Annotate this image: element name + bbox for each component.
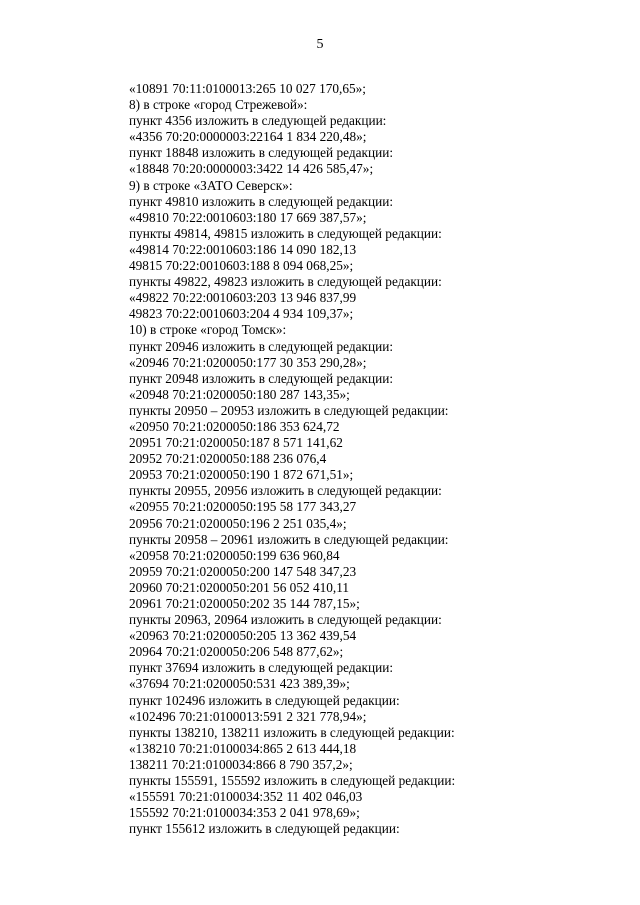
text-line: «18848 70:20:0000003:3422 14 426 585,47»; [129,161,374,177]
text-line: 155592 70:21:0100034:353 2 041 978,69»; [129,805,360,821]
text-line: пункты 20950 – 20953 изложить в следующей редакции: [129,402,449,418]
text-line: «102496 70:21:0100013:591 2 321 778,94»; [129,708,367,724]
text-line: пункт 155612 изложить в следующей редакции: [129,821,400,837]
text-line: пункты 138210, 138211 изложить в следующей редакции: [129,724,455,740]
text-line: пункт 20948 изложить в следующей редакции: [129,370,394,386]
text-line: «155591 70:21:0100034:352 11 402 046,03 [129,789,363,805]
text-line: пункт 49810 изложить в следующей редакции: [129,193,394,209]
text-line: «37694 70:21:0200050:531 423 389,39»; [129,676,350,692]
text-line: 49815 70:22:0010603:188 8 094 068,25»; [129,258,354,274]
text-line: «20948 70:21:0200050:180 287 143,35»; [129,386,350,402]
text-line: 9) в строке «ЗАТО Северск»: [129,177,293,193]
text-line: 10) в строке «город Томск»: [129,322,287,338]
text-line: пункт 4356 изложить в следующей редакции: [129,113,387,129]
text-line: пункт 18848 изложить в следующей редакции: [129,145,394,161]
text-line: 20960 70:21:0200050:201 56 052 410,11 [129,579,350,595]
text-line: «20958 70:21:0200050:199 636 960,84 [129,547,340,563]
text-line: 20964 70:21:0200050:206 548 877,62»; [129,644,344,660]
text-line: пункты 49822, 49823 изложить в следующей редакции: [129,274,442,290]
text-line: пункт 37694 изложить в следующей редакции: [129,660,394,676]
text-line: «10891 70:11:0100013:265 10 027 170,65»; [129,81,367,96]
text-line: 20952 70:21:0200050:188 236 076,4 [129,451,327,467]
text-line: 138211 70:21:0100034:866 8 790 357,2»; [129,756,353,772]
text-line: 8) в строке «город Стрежевой»: [129,97,308,113]
text-line: пункты 20955, 20956 изложить в следующей редакции: [129,483,442,499]
text-line: «20955 70:21:0200050:195 58 177 343,27 [129,499,357,515]
text-line: «138210 70:21:0100034:865 2 613 444,18 [129,740,357,756]
text-line: «20950 70:21:0200050:186 353 624,72 [129,418,340,434]
text-line: 20959 70:21:0200050:200 147 548 347,23 [129,563,357,579]
text-line: «49822 70:22:0010603:203 13 946 837,99 [129,290,357,306]
text-line: 20956 70:21:0200050:196 2 251 035,4»; [129,515,347,531]
text-line: «49810 70:22:0010603:180 17 669 387,57»; [129,209,367,225]
document-body [129,81,609,837]
page-number: 5 [316,37,324,52]
text-line: «20946 70:21:0200050:177 30 353 290,28»; [129,354,367,370]
text-line: 20953 70:21:0200050:190 1 872 671,51»; [129,467,354,483]
text-line: пункты 155591, 155592 изложить в следующей редакции: [129,773,456,789]
text-line: «4356 70:20:0000003:22164 1 834 220,48»; [129,129,367,145]
text-line: пункт 20946 изложить в следующей редакции: [129,338,394,354]
text-line: «49814 70:22:0010603:186 14 090 182,13 [129,241,357,257]
text-line: 20951 70:21:0200050:187 8 571 141,62 [129,435,343,451]
text-line: пункты 49814, 49815 изложить в следующей редакции: [129,225,442,241]
text-line: пункты 20958 – 20961 изложить в следующей редакции: [129,531,449,547]
text-line: 49823 70:22:0010603:204 4 934 109,37»; [129,306,354,322]
text-line: пункты 20963, 20964 изложить в следующей редакции: [129,612,442,628]
text-line: «20963 70:21:0200050:205 13 362 439,54 [129,628,357,644]
text-line: пункт 102496 изложить в следующей редакции: [129,692,400,708]
text-line: 20961 70:21:0200050:202 35 144 787,15»; [129,596,360,611]
